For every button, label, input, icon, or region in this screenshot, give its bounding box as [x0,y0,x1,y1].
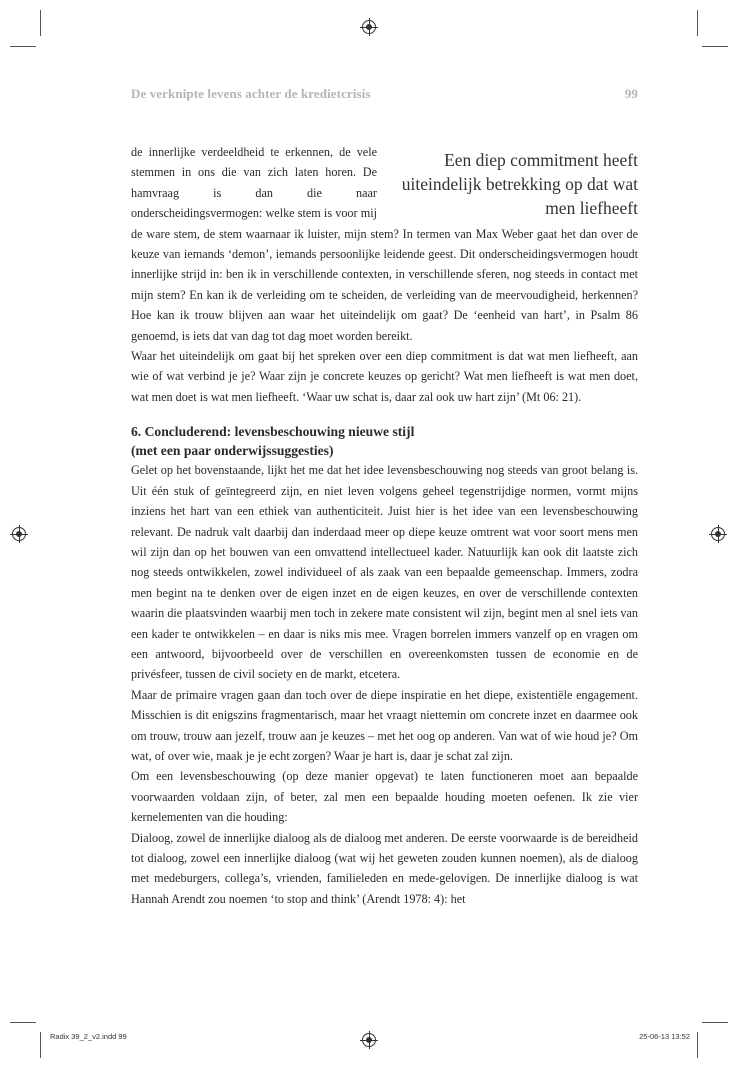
registration-mark-icon [12,527,26,541]
body-text [131,142,638,909]
slug-file: Radix 39_2_v2.indd 99 [50,1032,127,1041]
slug-date: 25-06-13 13:52 [639,1032,690,1041]
pull-quote: Een diep commitment heeft uiteindelijk betrekking op dat wat men liefheeft [401,150,638,218]
paragraph: Maar de primaire vragen gaan dan toch over de diepe inspiratie en het diepe, existentiële engagement. Misschien is dit enigszins fragmentarisch, maar het vraagt niettemin om concrete inzet en daarmee ook om trouw, trouw aan jezelf, trouw aan je keuzes – met het oog op anderen. Van wat of wie houd je? Om wat, of over wie, maak je je echt zorgen? Waar je hart is, daar je schat zal zijn. [131,687,638,763]
paragraph: Waar het uiteindelijk om gaat bij het spreken over een diep commitment is dat wat men liefheeft, aan wie of wat verbind je je? Waar zijn je concrete keuzes op gericht? Wat men liefheeft is wat men doet, wat men doet is wat men liefheeft. ‘Waar uw schat is, daar zal ook uw hart zijn’ (Mt 06: 21). [131,349,638,404]
crop-mark [697,1032,698,1058]
section-heading-line: 6. Concluderend: levensbeschouwing nieuwe stijl [131,424,415,440]
registration-mark-icon [362,20,376,34]
page-number: 99 [624,86,638,101]
section-heading [131,423,638,460]
registration-mark-icon [711,527,725,541]
crop-mark [40,10,41,36]
crop-mark [10,1022,36,1023]
crop-mark [702,46,728,47]
crop-mark [702,1022,728,1023]
crop-mark [10,46,36,47]
paragraph: Om een levensbeschouwing (op deze manier opgevat) te laten functioneren moet aan bepaalde voorwaarden voldaan zijn, of beter, zal men een bepaalde houding moeten oefenen. Ik zie vier kernelementen van die houding: [131,769,638,825]
registration-mark-icon [362,1033,376,1047]
section-heading-line: (met een paar onderwijssuggesties) [131,442,334,458]
paragraph: de innerlijke verdeeldheid te erkennen, de vele stemmen in ons die van zich laten horen. De hamvraag is dan die naar onderscheidingsvermogen: welke stem is voor mij de ware stem, de stem waarnaar ik luister, mijn stem? In termen van Max Weber gaat het dan over de keuze van iemands ‘demon’, iemands persoonlijke leidende geest. Dit onderscheidingsvermogen houdt innerlijke strijd in: ben ik in verschillende contexten, in verschillende sferen, nog steeds in contact met mijn stem? En kan ik de verleiding om te scheiden, de verleiding van de meervoudigheid, herkennen? Hoe kan ik trouw blijven aan waar het uiteindelijk om gaat? De ‘eenheid van hart’, in Psalm 86 genoemd, is iets dat van dag tot dag moet worden bereikt. [131,145,638,343]
crop-mark [40,1032,41,1058]
paragraph: Gelet op het bovenstaande, lijkt het me dat het idee levensbeschouwing nog steeds van groot belang is. Uit één stuk of geïntegreerd zijn, en niet leven volgens geheel tegenstrijdige normen, vormt mijns inziens het hart van een ethiek van authenticiteit. Juist hier is het idee van een levensbeschouwing relevant. De nadruk valt daarbij dan inderdaad meer op diepe keuze omtrent wat voor soort mens men wil zijn dan op het bouwen van een omvattend intellectueel kader. Natuurlijk kan ook dit laatste zich nog steeds ontwikkelen, zowel individueel of als zaak van een bepaalde gemeenschap. Immers, zodra men begint na te denken over de eigen inzet en de eigen keuzes, en over de verschillende contexten waarin die plaatsvinden waarbij men toch in zekere mate consistent wil zijn, begint men al snel iets van een kader te ontwikkelen – en daar is niks mis mee. Vragen borrelen immers vanzelf op en vragen om een antwoord, bijvoorbeeld over de verschillen en overeenkomsten tussen de economie en de privésfeer, tussen de civil society en de markt, etcetera. [131,463,638,682]
running-head-title: De verknipte levens achter de kredietcrisis [131,86,371,101]
paragraph: Dialoog, zowel de innerlijke dialoog als de dialoog met anderen. De eerste voorwaarde is de bereidheid tot dialoog, zowel een innerlijke dialoog (wat wij het geweten zouden kunnen noemen), als de dialoog met medeburgers, collega’s, vrienden, familieleden en mede-gelovigen. De innerlijke dialoog is wat Hannah Arendt zou noemen ‘to stop and think’ (Arendt 1978: 4): het [131,830,638,906]
crop-mark [697,10,698,36]
running-head [131,86,638,102]
